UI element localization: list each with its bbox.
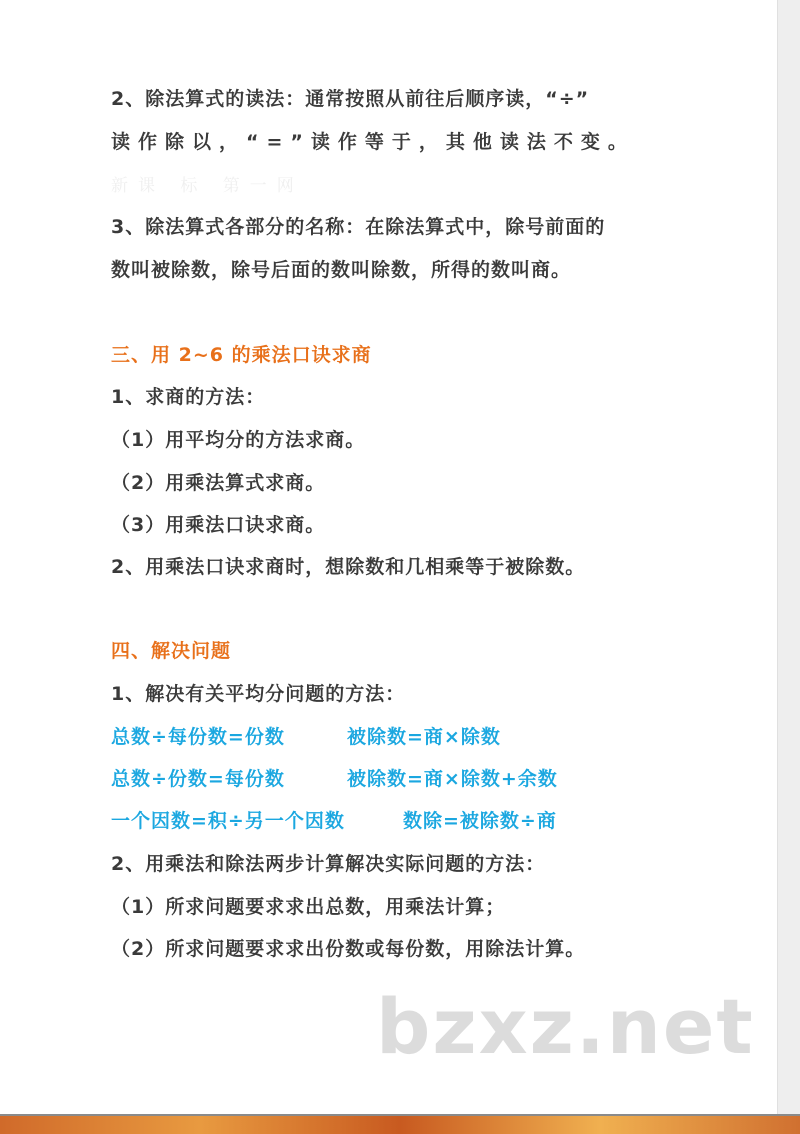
text-line: 1、求商的方法：	[111, 386, 266, 408]
text-line: 3、除法算式各部分的名称：在除法算式中，除号前面的	[111, 216, 606, 238]
formula-row	[111, 722, 501, 749]
next-page-preview	[0, 1116, 800, 1134]
formula: 被除数=商×除数	[347, 726, 501, 748]
formula: 被除数=商×除数+余数	[347, 768, 558, 790]
formula-row	[111, 806, 557, 833]
formula-row	[111, 764, 558, 791]
text-line: 数叫被除数，除号后面的数叫除数，所得的数叫商。	[111, 259, 572, 281]
text-line: （2）所求问题要求求出份数或每份数，用除法计算。	[111, 938, 586, 960]
site-watermark: bzxz.net	[376, 982, 755, 1071]
text-line: 2、除法算式的读法：通常按照从前往后顺序读，“÷”	[111, 88, 590, 110]
text-line: （2）用乘法算式求商。	[111, 472, 326, 494]
text-line: 读作除以，“=”读作等于，其他读法不变。	[111, 131, 635, 153]
text-line: 2、用乘法和除法两步计算解决实际问题的方法：	[111, 853, 546, 875]
faint-watermark-text: 新课 标 第一网	[111, 176, 304, 196]
section-heading: 三、用 2~6 的乘法口诀求商	[111, 344, 372, 366]
formula: 数除=被除数÷商	[403, 810, 557, 832]
text-line: （1）用平均分的方法求商。	[111, 429, 366, 451]
text-line: 1、解决有关平均分问题的方法：	[111, 683, 406, 705]
page-edge	[777, 0, 800, 1116]
text-line: （1）所求问题要求求出总数，用乘法计算；	[111, 896, 506, 918]
text-line: （3）用乘法口诀求商。	[111, 514, 326, 536]
formula: 总数÷每份数=份数	[111, 726, 285, 748]
text-line: 2、用乘法口诀求商时，想除数和几相乘等于被除数。	[111, 556, 586, 578]
formula: 总数÷份数=每份数	[111, 768, 285, 790]
formula: 一个因数=积÷另一个因数	[111, 810, 345, 832]
section-heading: 四、解决问题	[111, 640, 232, 662]
